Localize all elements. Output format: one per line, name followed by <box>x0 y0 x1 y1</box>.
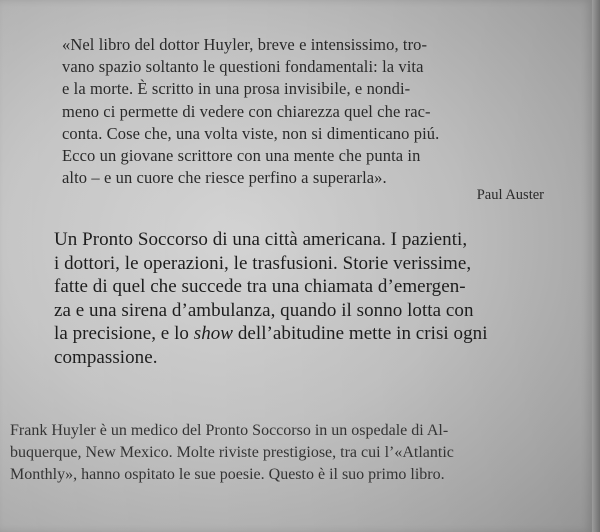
quote-line-6: Ecco un giovane scrittore con una mente che punta in <box>62 146 421 166</box>
summary-line-4: za e una sirena d’ambulanza, quando il sonno lotta con <box>54 299 474 321</box>
page-edge-shadow <box>592 0 600 532</box>
bio-line-3: Monthly», hanno ospitato le sue poesie. Questo è il suo primo libro. <box>10 466 445 483</box>
summary-line-2: i dottori, le operazioni, le trasfusioni. Storie verissime, <box>54 252 472 274</box>
summary-line-3: fatte di quel che succede tra una chiamata d’emergen- <box>54 276 466 297</box>
quote-line-2: vano spazio soltanto le questioni fondamentali: la vita <box>62 57 424 77</box>
author-bio <box>10 420 570 486</box>
book-summary <box>54 228 562 369</box>
summary-line-5 <box>54 322 562 346</box>
summary-line-6: compassione. <box>54 346 158 368</box>
bio-line-2: buquerque, New Mexico. Molte riviste prestigiose, tra cui l’«Atlantic <box>10 444 454 461</box>
review-quote <box>62 34 550 189</box>
summary-line-5-end: dell’abitudine mette in crisi ogni <box>233 323 488 344</box>
quote-line-4: meno ci permette di vedere con chiarezza quel che rac- <box>62 101 431 121</box>
quote-author: Paul Auster <box>476 187 544 203</box>
summary-line-5-start: la precisione, e lo <box>54 323 194 344</box>
quote-line-3: e la morte. È scritto in una prosa invisibile, e nondi- <box>62 79 411 99</box>
quote-line-5: conta. Cose che, una volta viste, non si dimenticano piú. <box>62 123 440 143</box>
quote-line-7: alto – e un cuore che riesce perfino a superarla». <box>62 168 387 188</box>
quote-line-1: «Nel libro del dottor Huyler, breve e intensissimo, tro- <box>62 35 428 54</box>
summary-line-1: Un Pronto Soccorso di una città americana. I pazienti, <box>54 229 468 250</box>
summary-italic-word: show <box>193 323 234 344</box>
bio-line-1: Frank Huyler è un medico del Pronto Soccorso in un ospedale di Al- <box>10 422 449 439</box>
